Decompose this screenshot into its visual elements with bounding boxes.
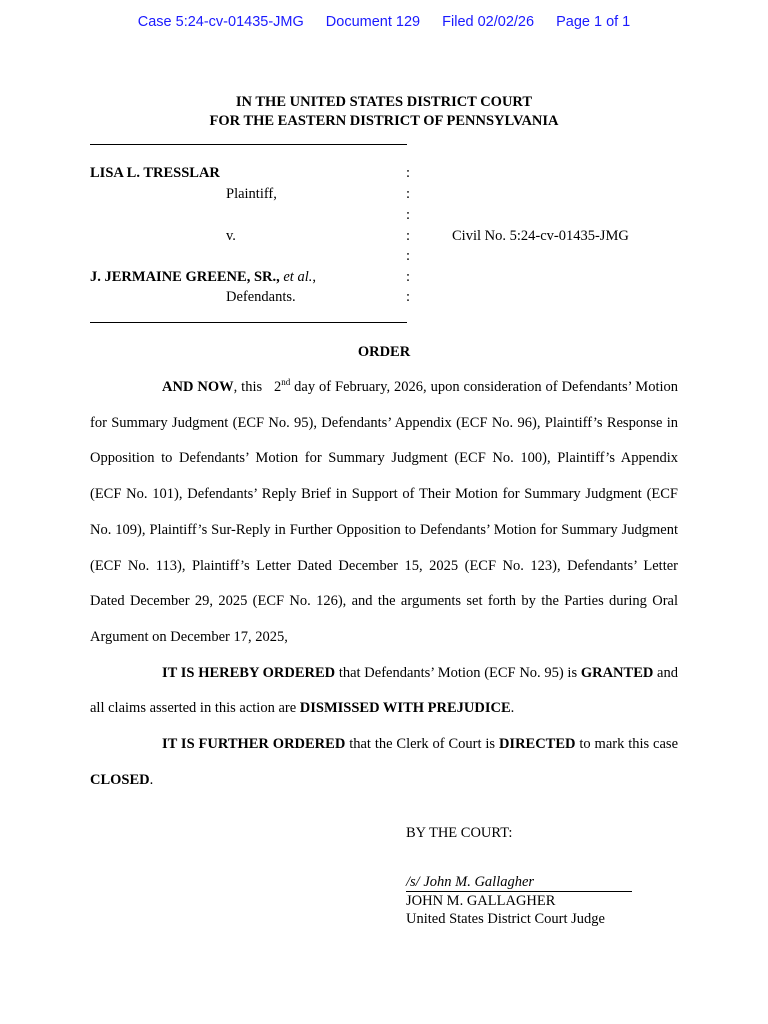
order-paragraph-granted: [90, 656, 678, 727]
caption-colon: :: [406, 186, 411, 202]
further-ordered-lead: IT IS FURTHER ORDERED: [162, 736, 346, 753]
caption-top-rule: [90, 144, 407, 145]
closed-text-2: to mark this case: [575, 736, 679, 753]
granted-text-1: that Defendants’ Motion (ECF No. 95) is: [335, 664, 581, 681]
recital-this: , this: [233, 379, 274, 395]
caption-colon: :: [406, 248, 411, 264]
case-number: Case 5:24-cv-01435-JMG: [137, 14, 304, 30]
defendant-name: J. JERMAINE GREENE, SR.,: [90, 269, 280, 285]
dismissed-keyword: DISMISSED WITH PREJUDICE: [299, 700, 511, 717]
closed-keyword: CLOSED: [90, 771, 150, 788]
plaintiff-name: LISA L. TRESSLAR: [90, 165, 220, 181]
judge-title: United States District Court Judge: [406, 911, 605, 927]
order-heading: ORDER: [357, 344, 411, 360]
by-the-court: BY THE COURT:: [406, 825, 513, 841]
case-header-stamp: [0, 14, 768, 30]
filed-date: Filed 02/02/26: [442, 14, 535, 30]
caption-colon: :: [406, 165, 411, 181]
caption-bottom-rule: [90, 322, 407, 323]
judge-signature: /s/ John M. Gallagher: [406, 873, 632, 892]
and-now-lead: AND NOW: [162, 379, 234, 395]
granted-keyword: GRANTED: [580, 664, 654, 681]
page-indicator: Page 1 of 1: [556, 14, 631, 30]
closed-text-1: that the Clerk of Court is: [345, 736, 499, 753]
caption-colon: :: [406, 269, 411, 285]
civil-number: Civil No. 5:24-cv-01435-JMG: [452, 228, 629, 244]
caption-colon: :: [406, 228, 411, 244]
caption-colon: :: [406, 289, 411, 305]
directed-keyword: DIRECTED: [498, 736, 576, 753]
defendant-role: Defendants.: [226, 289, 296, 305]
defendant-name-line: [90, 267, 316, 287]
defendant-comma: ,: [312, 269, 316, 285]
plaintiff-role: Plaintiff,: [226, 186, 277, 202]
recital-day-suffix: nd: [281, 377, 291, 387]
granted-text-2: and all claims asserted in this action are: [90, 664, 678, 717]
caption-colon: :: [406, 207, 411, 223]
recital-day-number: 2: [273, 379, 282, 395]
court-title-line-1: IN THE UNITED STATES DISTRICT COURT: [235, 94, 533, 110]
defendant-et-al: et al.: [283, 269, 313, 285]
closed-end: .: [149, 771, 154, 788]
recital-text: day of February, 2026, upon consideration of Defendants’ Motion for Summary Judgment (ECF No. 95), Defendants’ Appendix (ECF No. 96), Plaintiff’s Response in Opposition to Defendants’ Motion for Summary Judgment (ECF No. 100), Plaintiff’s Appendix (ECF No. 101), Defendants’ Reply Brief in Support of Their Motion for Summary Judgment (ECF No. 109), Plaintiff’s Sur-Reply in Further Opposition to Defendants’ Motion for Summary Judgment (ECF No. 113), Plaintiff’s Letter Dated December 15, 2025 (ECF No. 123), Defendants’ Letter Dated December 29, 2025 (ECF No. 126), and the arguments set forth by the Parties during Oral Argument on December 17, 2025,: [90, 379, 679, 645]
granted-end: .: [510, 700, 515, 717]
versus-label: v.: [226, 228, 236, 244]
court-title-line-2: FOR THE EASTERN DISTRICT OF PENNSYLVANIA: [209, 113, 559, 129]
judge-name: JOHN M. GALLAGHER: [406, 893, 556, 909]
signature-block: [406, 873, 632, 928]
order-paragraph-closed: [90, 727, 678, 798]
order-body: [90, 370, 678, 798]
order-paragraph-recitals: [90, 370, 678, 656]
court-title: [0, 93, 768, 131]
document-number: Document 129: [325, 14, 421, 30]
hereby-ordered-lead: IT IS HEREBY ORDERED: [162, 664, 336, 681]
